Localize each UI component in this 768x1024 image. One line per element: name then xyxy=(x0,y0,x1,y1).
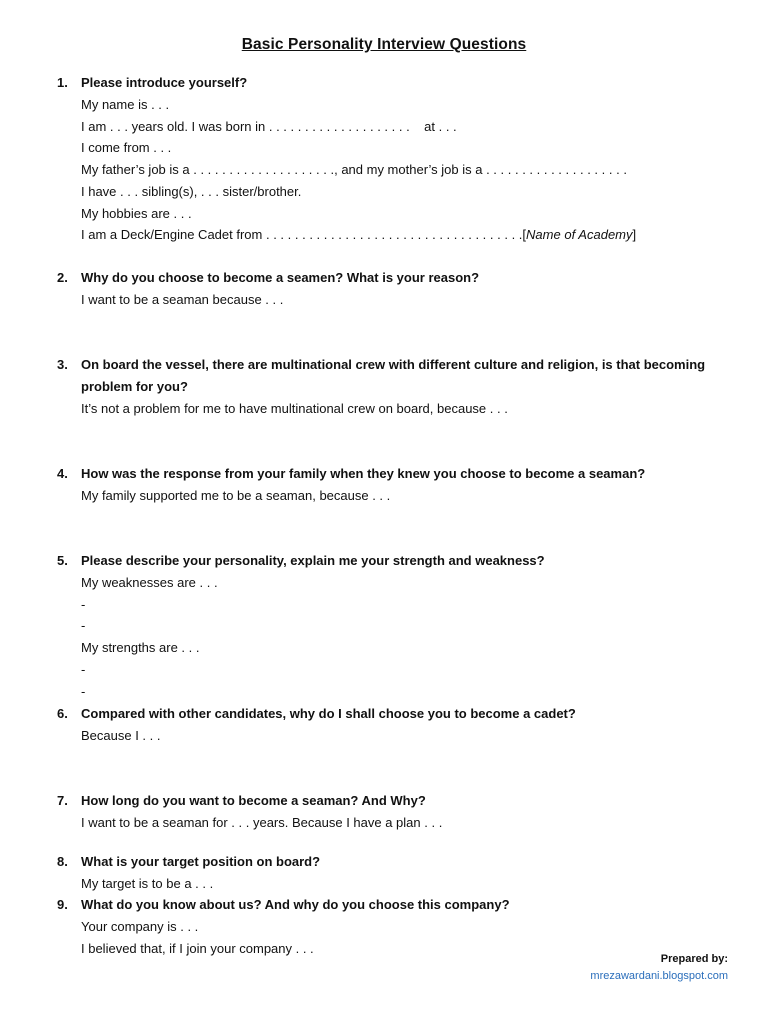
answer-line: My strengths are . . . xyxy=(81,640,200,656)
question-item xyxy=(57,354,728,420)
question-number: 6. xyxy=(57,706,68,721)
answer-line: Your company is . . . xyxy=(81,919,199,934)
academy-bracket-close: ] xyxy=(632,227,637,243)
answer-line: My family supported me to be a seaman, because . . . xyxy=(81,488,391,503)
document-title: Basic Personality Interview Questions xyxy=(241,36,527,53)
question-text: Compared with other candidates, why do I shall choose you to become a cadet? xyxy=(81,706,576,721)
answer-line: Because I . . . xyxy=(81,728,161,743)
question-text: What do you know about us? And why do you choose this company? xyxy=(81,897,510,912)
academy-bracket-open: [ xyxy=(522,227,527,243)
question-heading xyxy=(57,703,728,725)
answer-line: I come from . . . xyxy=(81,140,172,156)
question-item xyxy=(57,550,728,702)
answer-line-text: I am a Deck/Engine Cadet from . . . . . . . . . . . . . . . . . . . . . . . . . . . . . . . . . . . . xyxy=(81,227,523,243)
prepared-by-label: Prepared by: xyxy=(660,953,728,965)
question-item xyxy=(57,703,728,747)
question-heading xyxy=(57,790,728,812)
question-text: How long do you want to become a seaman? And Why? xyxy=(81,793,426,808)
question-number: 4. xyxy=(57,466,68,481)
answer-bullet: - xyxy=(81,596,86,612)
question-item xyxy=(57,790,728,834)
question-heading xyxy=(57,267,728,289)
answer-line: My father’s job is a . . . . . . . . . . . . . . . . . . . ., and my mother’s job is a . . . . . . . . . . . . . . . . . . . . xyxy=(81,162,627,178)
answer-bullet: - xyxy=(81,683,86,699)
blog-link[interactable]: mrezawardani.blogspot.com xyxy=(590,970,728,982)
question-heading xyxy=(57,894,728,916)
question-text: How was the response from your family when they knew you choose to become a seaman? xyxy=(81,466,646,481)
question-text: What is your target position on board? xyxy=(81,854,321,869)
question-item xyxy=(57,267,728,311)
answer-line: I have . . . sibling(s), . . . sister/brother. xyxy=(81,183,302,199)
answer-line-academy xyxy=(81,224,728,246)
academy-placeholder: Name of Academy xyxy=(526,227,633,243)
question-heading xyxy=(57,354,728,398)
question-number: 3. xyxy=(57,357,68,372)
answer-line: I believed that, if I join your company . . . xyxy=(81,940,314,956)
answer-line: I want to be a seaman because . . . xyxy=(81,292,284,307)
answer-line: My weaknesses are . . . xyxy=(81,575,218,590)
answer-bullet: - xyxy=(81,661,86,677)
question-number: 7. xyxy=(57,793,68,808)
answer-line: I am . . . years old. I was born in . . . . . . . . . . . . . . . . . . . . at . . . xyxy=(81,118,457,134)
question-heading xyxy=(57,72,728,94)
answer-line: It’s not a problem for me to have multinational crew on board, because . . . xyxy=(81,401,508,416)
question-heading xyxy=(57,851,728,873)
answer-line: I want to be a seaman for . . . years. Because I have a plan . . . xyxy=(81,815,443,830)
question-number: 9. xyxy=(57,897,68,912)
question-number: 2. xyxy=(57,270,68,285)
question-item xyxy=(57,851,728,895)
footer-credit xyxy=(590,951,728,985)
question-text: On board the vessel, there are multinational crew with different culture and religion, is that becoming problem for you? xyxy=(81,357,706,394)
question-text: Please introduce yourself? xyxy=(81,75,248,90)
question-number: 8. xyxy=(57,854,68,869)
answer-line: My target is to be a . . . xyxy=(81,876,214,891)
question-text: Please describe your personality, explain me your strength and weakness? xyxy=(81,553,545,568)
question-number: 1. xyxy=(57,75,68,90)
question-heading xyxy=(57,463,728,485)
answer-line: My name is . . . xyxy=(81,97,170,112)
question-heading xyxy=(57,550,728,572)
question-text: Why do you choose to become a seamen? What is your reason? xyxy=(81,270,480,285)
answer-line: My hobbies are . . . xyxy=(81,205,192,221)
question-item xyxy=(57,894,728,959)
answer-bullet: - xyxy=(81,618,86,634)
question-item xyxy=(57,463,728,507)
question-item xyxy=(57,72,728,246)
question-number: 5. xyxy=(57,553,68,568)
